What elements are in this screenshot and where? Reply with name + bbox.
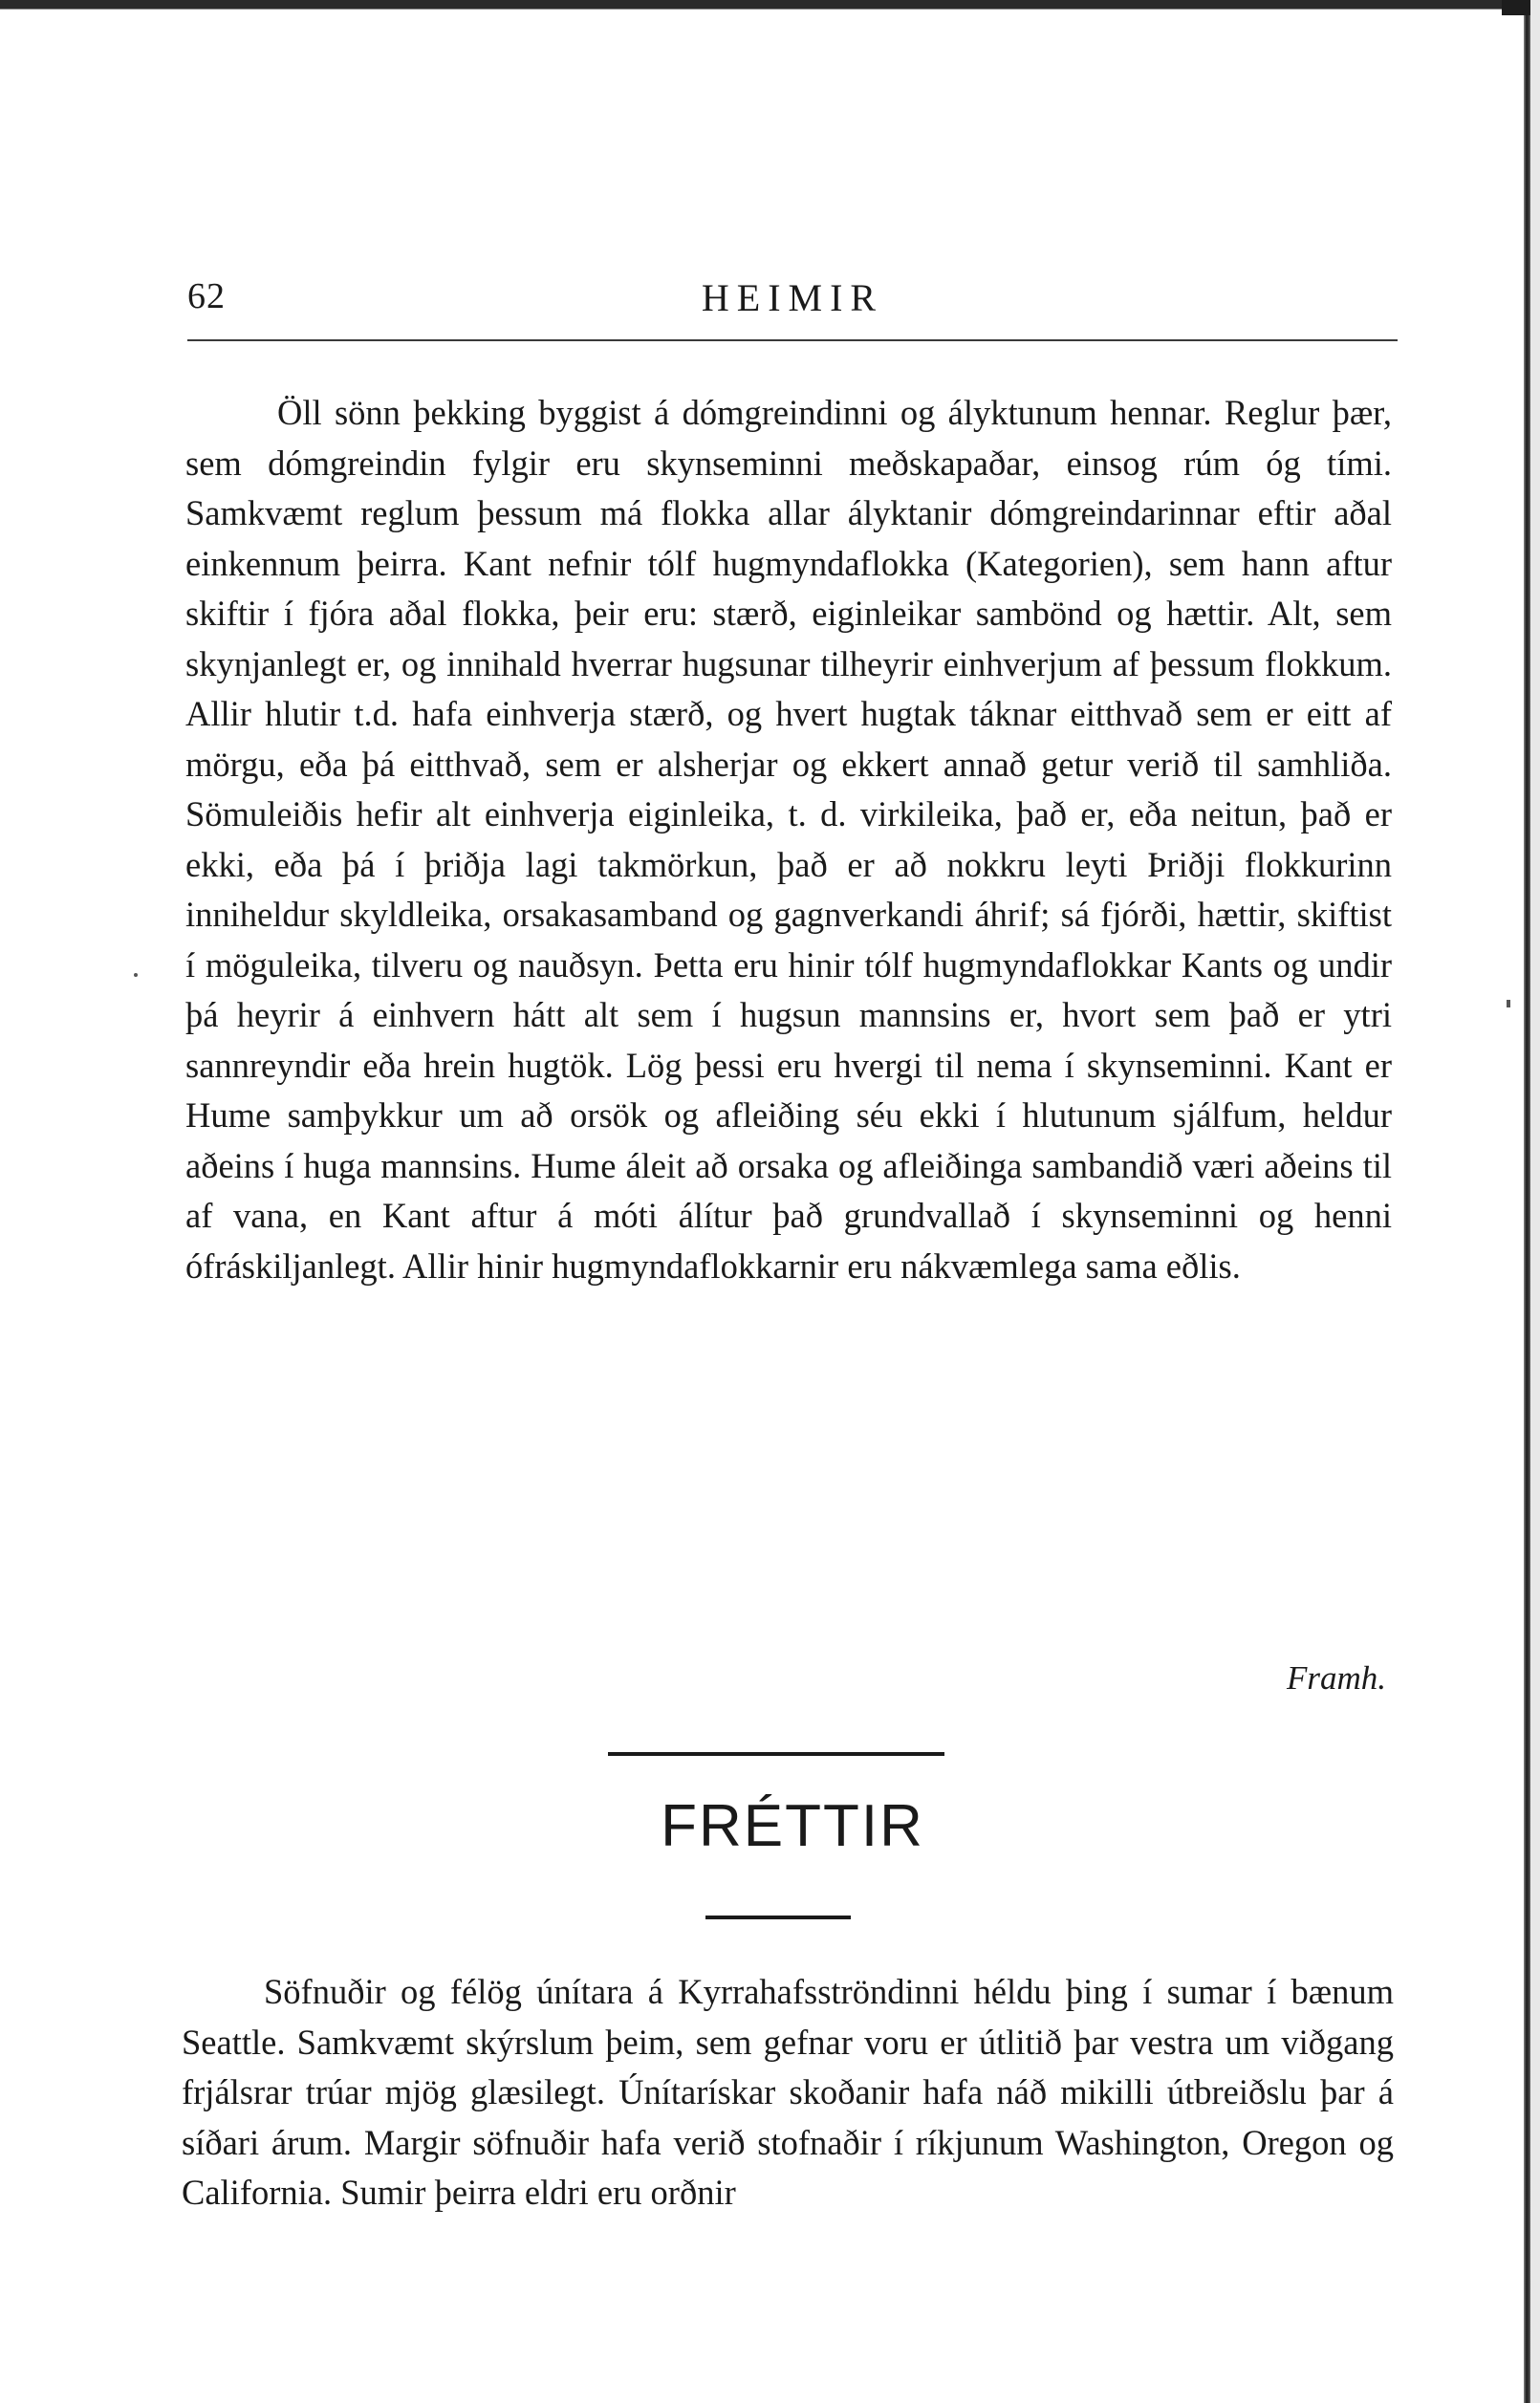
article-paragraph: Öll sönn þekking byggist á dómgreindinni og ályktunum hennar. Reglur þær, sem dómgreindin fylgir eru skynseminni meðskapaðar, einsog rúm óg tími. Samkvæmt reglum þessum má flokka allar ályktanir dómgreindarinnar eftir aðal einkennum þeirra. Kant nefnir tólf hugmyndaflokka (Kategorien), sem hann aftur skiftir í fjóra aðal flokka, þeir eru: stærð, eiginleikar sambönd og hættir. Alt, sem skynjanlegt er, og innihald hverrar hugsunar tilheyrir einhverjum af þessum flokkum. Allir hlutir t.d. hafa einhverja stærð, og hvert hugtak táknar eitthvað sem er eitt af mörgu, eða þá eitthvað, sem er alsherjar og ekkert annað getur verið til samhliða. Sömuleiðis hefir alt einhverja eiginleika, t. d. virkileika, það er, eða neitun, það er ekki, eða þá í þriðja lagi takmörkun, það er að nokkru leyti Þriðji flokkurinn inniheldur skyldleika, orsakasamband og gagnverkandi áhrif; sá fjórði, hættir, skiftist í möguleika, tilveru og nauðsyn. Þetta eru hinir tólf hugmyndaflokkar Kants og undir þá heyrir á einhvern hátt alt sem í hugsun mannsins er, hvort sem það er ytri sannreyndir eða hrein hugtök. Lög þessi eru hvergi til nema í skynseminni. Kant er Hume samþykkur um að orsök og afleiðing séu ekki í hlutunum sjálfum, heldur aðeins í huga mannsins. Hume áleit að orsaka og afleiðinga sambandið væri aðeins til af vana, en Kant aftur á móti álítur það grundvallað í skynseminni og henni ófráskiljanlegt. Allir hinir hugmyndaflokkarnir eru nákvæmlega sama eðlis.	[185, 393, 1392, 1286]
section-heading: FRÉTTIR	[661, 1793, 924, 1859]
continuation-note: Framh.	[1286, 1659, 1386, 1697]
scan-corner-mark	[1502, 0, 1530, 15]
scan-edge-top	[0, 0, 1520, 10]
section-rule-bottom	[705, 1916, 851, 1919]
section-paragraph: Söfnuðir og félög únítara á Kyrrahafsströndinni héldu þing í sumar í bænum Seattle. Samkvæmt skýrslum þeim, sem gefnar voru er útlitið þar vestra um viðgang frjálsrar trúar mjög glæsilegt. Únítarískar skoðanir hafa náð mikilli útbreiðslu þar á síðari árum. Margir söfnuðir hafa verið stofnaðir í ríkjunum Washington, Oregon og California. Sumir þeirra eldri eru orðnir	[182, 1972, 1394, 2212]
running-title: HEIMIR	[701, 276, 884, 319]
header-rule	[187, 339, 1398, 341]
scan-margin-right	[1530, 0, 1540, 2403]
scan-speck	[134, 973, 138, 977]
section-rule-top	[608, 1752, 944, 1756]
running-header	[187, 268, 1398, 325]
scan-speck-right	[1507, 1000, 1510, 1007]
page-number: 62	[187, 276, 226, 316]
scan-edge-right	[1524, 0, 1530, 2403]
